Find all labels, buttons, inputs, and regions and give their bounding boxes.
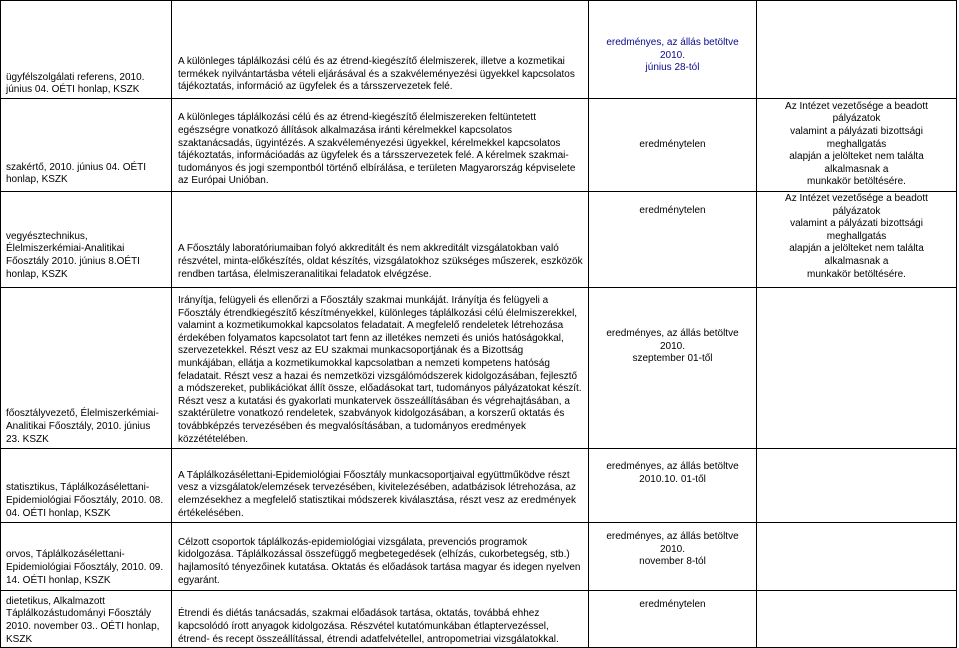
note-line: valamint a pályázati bizottsági meghallgatás — [790, 126, 923, 150]
table-row — [1, 449, 957, 523]
note-cell — [757, 192, 957, 288]
position-text: dietetikus, Alkalmazott Táplálkozástudományi Főosztály 2010. november 03.. OÉTI honlap, KSZK — [6, 595, 160, 645]
position-text: orvos, Táplálkozásélettani-Epidemiológiai Főosztály, 2010. 09. 14. OÉTI honlap, KSZK — [6, 549, 164, 586]
position-cell — [1, 192, 172, 288]
table-row — [1, 192, 957, 288]
table-row — [1, 591, 957, 648]
description-text: Étrendi és diétás tanácsadás, szakmai előadások tartása, oktatás, továbbá ehhez kapcsolódó írott anyagok kidolgozása. Részvétel kutatómunkában étlaptervezéssel, étrend- és recept összeállítással, étrendi adatfelvétellel, antropometriai vizsgálatokkal. — [178, 608, 559, 645]
result-line: eredményes, az állás betöltve 2010. — [606, 531, 739, 555]
description-cell — [172, 192, 589, 288]
note-line: Az Intézet vezetősége a beadott pályázatok — [785, 193, 928, 217]
note-line: munkakör betöltésére. — [807, 176, 906, 188]
result-cell — [589, 99, 757, 192]
result-cell — [589, 523, 757, 591]
note-line: munkakör betöltésére. — [807, 268, 906, 280]
result-cell — [589, 288, 757, 449]
result-line: eredménytelen — [639, 599, 706, 611]
description-text: A különleges táplálkozási célú és az étrend-kiegészítő élelmiszerek, illetve a kozmetikai termékek nyilvántartásba vételi eljárásával és a szakvéleményezési ügyekkel kapcsolatos tájékoztatás, információ az ügyfelek és a társszervezetek felé. — [178, 56, 575, 93]
note-cell — [757, 288, 957, 449]
description-text: A Főosztály laboratóriumaiban folyó akkreditált és nem akkreditált vizsgálatokban való részvétel, minta-előkészítés, oldat készítés, vizsgálatokhoz szükséges műszerek, eszközök rendben tartása, élelmiszeranalitikai feladatok elvégzése. — [178, 243, 583, 280]
description-cell — [172, 523, 589, 591]
description-cell — [172, 288, 589, 449]
note-cell — [757, 523, 957, 591]
position-cell — [1, 523, 172, 591]
description-text: A Táplálkozásélettani-Epidemiológiai Főosztály munkacsoportjaival együttműködve részt vesz a vizsgálatok/elemzések tervezésében, kivitelezésében, adatbázisok létrehozása, az elemzésekhez a megfelelő statisztikai módszerek kiválasztása, részt vesz az eredmények értékelésében. — [178, 469, 576, 519]
result-cell — [589, 449, 757, 523]
position-cell — [1, 1, 172, 99]
result-line: eredménytelen — [639, 205, 706, 216]
note-line: Az Intézet vezetősége a beadott pályázatok — [785, 100, 928, 125]
description-text: Célzott csoportok táplálkozás-epidemiológiai vizsgálata, prevenciós programok kidolgozása. Táplálkozással összefüggő megbetegedések (elhízás, cukorbetegség, stb.) hajlamosító tényezőinek kutatása. Oktatás és előadások tartása magyar és idegen nyelven egyaránt. — [178, 536, 581, 586]
note-cell — [757, 1, 957, 99]
table-row — [1, 523, 957, 591]
position-text: vegyésztechnikus, Élelmiszerkémiai-Analitikai Főosztály 2010. június 8.OÉTI honlap, KSZK — [6, 230, 140, 280]
result-line: november 8-tól — [639, 556, 706, 568]
table-row — [1, 1, 957, 99]
table-row — [1, 288, 957, 449]
result-cell — [589, 591, 757, 648]
note-line: alapján a jelölteket nem találta alkalmasnak a — [789, 243, 924, 267]
note-cell — [757, 449, 957, 523]
position-cell — [1, 99, 172, 192]
description-cell — [172, 99, 589, 192]
position-cell — [1, 591, 172, 648]
result-line: eredményes, az állás betöltve 2010. — [606, 37, 739, 61]
result-line: eredményes, az állás betöltve — [606, 461, 739, 473]
description-cell — [172, 1, 589, 99]
position-text: ügyfélszolgálati referens, 2010. június 04. OÉTI honlap, KSZK — [6, 71, 145, 96]
description-text: Irányítja, felügyeli és ellenőrzi a Főosztály szakmai munkáját. Irányítja és felügyeli a Főosztály étrendkiegészítő készítményekkel, különleges táplálkozási célú élelmiszerekkel, valamint a kozmetikumokkal kapcsolatos feladatait. A megfelelő rendeletek létrehozása érdekében folyamatos kapcsolatot tart fenn az illetékes nemzeti és uniós hatóságokkal, szervezetekkel. Részt vesz az EU szakmai munkacsoportjának és a Bizottság munkájában, ellátja a kozmetikumokkal kapcsolatban a nemzeti kompetens hatóság feladatait. Részt vesz a hazai és nemzetközi vizsgálómódszerek kidolgozásában, fejlesztő a módszereket, publikációkat állít össze, előadásokat tart, tudományos pályázatokat készít. Részt vesz a kutatási és gyakorlati munkatervek összeállításában és végrehajtásában, a szaktérületre vonatkozó rendeletek, szabványok kidolgozásában, a korszerű oktatás és továbbképzés tervezésében és megvalósításában, a tudományos eredmények közzétételében. — [178, 295, 582, 445]
position-text: statisztikus, Táplálkozásélettani-Epidemiológiai Főosztály, 2010. 08. 04. OÉTI honlap, KSZK — [6, 482, 164, 519]
result-line: 2010.10. 01-től — [639, 473, 706, 485]
result-cell — [589, 192, 757, 288]
result-cell — [589, 1, 757, 99]
note-line: alapján a jelölteket nem találta alkalmasnak a — [789, 151, 924, 175]
result-line: eredményes, az állás betöltve 2010. — [606, 328, 739, 352]
result-line: június 28-tól — [645, 62, 700, 74]
result-line: eredménytelen — [639, 139, 706, 150]
position-text: főosztályvezető, Élelmiszerkémiai-Analitikai Főosztály, 2010. június 23. KSZK — [6, 408, 159, 445]
note-cell — [757, 591, 957, 648]
position-cell — [1, 449, 172, 523]
note-cell — [757, 99, 957, 192]
note-line: valamint a pályázati bizottsági meghallgatás — [790, 218, 923, 242]
description-cell — [172, 591, 589, 648]
position-cell — [1, 288, 172, 449]
table-row — [1, 99, 957, 192]
result-line: szeptember 01-től — [632, 353, 713, 365]
position-text: szakértő, 2010. június 04. OÉTI honlap, KSZK — [6, 161, 147, 186]
description-cell — [172, 449, 589, 523]
description-text: A különleges táplálkozási célú és az étrend-kiegészítő élelmiszereken feltüntetett egészségre vonatkozó állítások alkalmazása iránti kérelmekkel kapcsolatos szaktanácsadás, ügyintézés. A szakvéleményezési ügyekkel, kérelmekkel kapcsolatos tájékoztatás, információadás az ügyfelek és a társszervezetek felé. A kérelmek szakmai-tudományos és jogi szempontból történő elbírálása, e területen Magyarország képviselete az Európai Unióban. — [178, 112, 576, 187]
